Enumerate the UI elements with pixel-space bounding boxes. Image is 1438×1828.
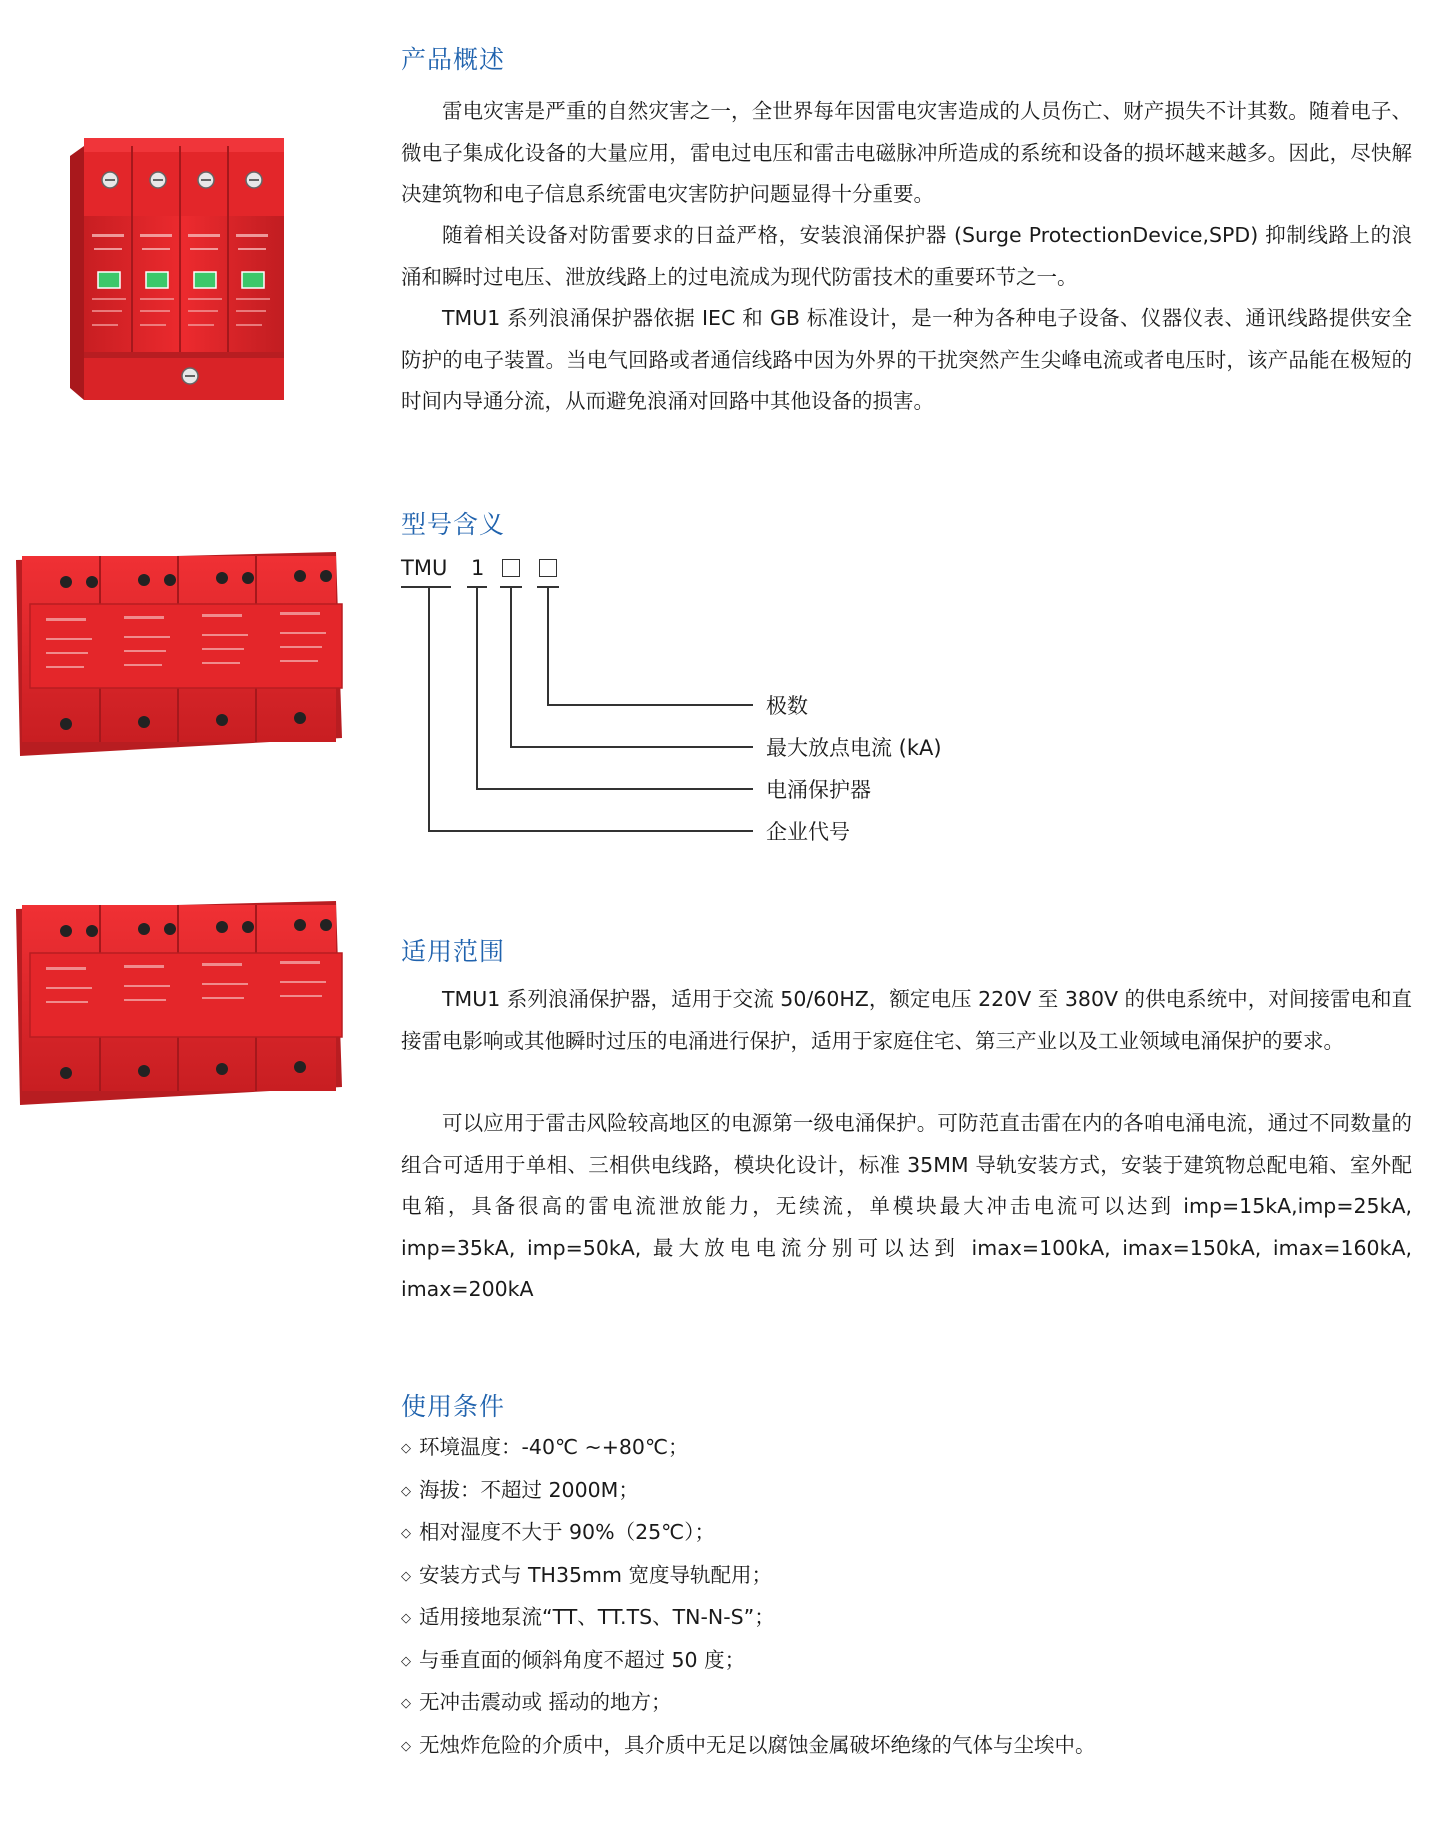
model-code-box-current: [502, 559, 520, 577]
diamond-bullet-icon: ◇: [401, 1696, 411, 1711]
conditions-list: [401, 1427, 1096, 1767]
leader-poles-vertical: [547, 586, 549, 704]
scope-paragraph-1: TMU1 系列浪涌保护器，适用于交流 50/60HZ，额定电压 220V 至 380V 的供电系统中，对间接雷电和直接雷电影响或其他瞬时过压的电涌进行保护，适用于家庭住宅、第三产业以及工业领域电涌保护的要求。: [401, 987, 1412, 1053]
diamond-bullet-icon: ◇: [401, 1568, 411, 1584]
diamond-bullet-icon: ◇: [401, 1653, 411, 1669]
scope-heading: 适用范围: [401, 937, 506, 966]
overview-paragraph-3: TMU1 系列浪涌保护器依据 IEC 和 GB 标准设计，是一种为各种电子设备、仪器仪表、通讯线路提供安全防护的电子装置。当电气回路或者通信线路中因为外界的干扰突然产生尖峰电流或者电压时，该产品能在极短的时间内导通分流，从而避免浪涌对回路中其他设备的损害。: [401, 306, 1412, 413]
condition-item: ◇ 适用接地泵流“TT、TT.TS、TN-N-S”；: [401, 1597, 1096, 1640]
model-code-prefix: TMU: [401, 556, 448, 580]
label-max-discharge-current: 最大放点电流 (kA): [766, 736, 942, 760]
diamond-bullet-icon: ◇: [401, 1483, 411, 1499]
product-image-tmu1-4pole-alt: [16, 897, 346, 1113]
conditions-heading: 使用条件: [401, 1392, 506, 1421]
model-heading: 型号含义: [401, 510, 506, 539]
leader-company-vertical: [428, 586, 430, 830]
condition-item: ◇ 与垂直面的倾斜角度不超过 50 度；: [401, 1640, 1096, 1683]
diamond-bullet-icon: ◇: [401, 1738, 411, 1754]
product-image-tmu1-4pole-indicator: [68, 138, 288, 408]
leader-spd-vertical: [476, 586, 478, 788]
condition-item: ◇ 无冲击震动或 摇动的地方；: [401, 1682, 1096, 1725]
label-company-code: 企业代号: [766, 820, 850, 844]
leader-current-vertical: [510, 586, 512, 746]
condition-item: ◇ 安装方式与 TH35mm 宽度导轨配用；: [401, 1555, 1096, 1598]
diamond-bullet-icon: ◇: [401, 1611, 411, 1626]
diamond-bullet-icon: ◇: [401, 1526, 411, 1541]
leader-current-horizontal: [510, 746, 753, 748]
overview-paragraph-2: 随着相关设备对防雷要求的日益严格，安装浪涌保护器 (Surge ProtectionDevice,SPD) 抑制线路上的浪涌和瞬时过电压、泄放线路上的过电流成为现代防雷技术的重要环节之一。: [401, 223, 1412, 289]
diamond-bullet-icon: ◇: [401, 1441, 411, 1456]
overview-paragraph-1: 雷电灾害是严重的自然灾害之一，全世界每年因雷电灾害造成的人员伤亡、财产损失不计其数。随着电子、微电子集成化设备的大量应用，雷电过电压和雷击电磁脉冲所造成的系统和设备的损坏越来越多。因此，尽快解决建筑物和电子信息系统雷电灾害防护问题显得十分重要。: [401, 99, 1412, 206]
model-code-box-poles: [539, 559, 557, 577]
condition-item: ◇ 海拔：不超过 2000M；: [401, 1470, 1096, 1513]
overview-heading: 产品概述: [401, 45, 506, 74]
condition-item: ◇ 无烛炸危险的介质中，具介质中无足以腐蚀金属破坏绝缘的气体与尘埃中。: [401, 1725, 1096, 1768]
leader-spd-horizontal: [476, 788, 753, 790]
leader-poles-horizontal: [547, 704, 753, 706]
label-surge-protector: 电涌保护器: [766, 778, 871, 802]
condition-item: ◇ 环境温度：-40℃ ~+80℃；: [401, 1427, 1096, 1470]
model-code-digit: 1: [471, 556, 485, 580]
scope-paragraph-2: 可以应用于雷击风险较高地区的电源第一级电涌保护。可防范直击雷在内的各咱电涌电流，通过不同数量的组合可适用于单相、三相供电线路，模块化设计，标准 35MM 导轨安装方式，安装于建筑物总配电箱、室外配电箱，具备很高的雷电流泄放能力，无续流，单模块最大冲击电流可以达到 imp=15kA,imp=25kA, imp=35kA, imp=50kA, 最大放电电流分别可以达到 imax=100kA, imax=150kA, imax=160kA, imax=200kA: [401, 1111, 1412, 1301]
condition-item: ◇ 相对湿度不大于 90%（25℃）；: [401, 1512, 1096, 1555]
leader-company-horizontal: [428, 830, 753, 832]
product-image-tmu1-4pole: [16, 548, 346, 764]
label-poles: 极数: [766, 694, 808, 718]
underline-prefix: [401, 586, 451, 588]
